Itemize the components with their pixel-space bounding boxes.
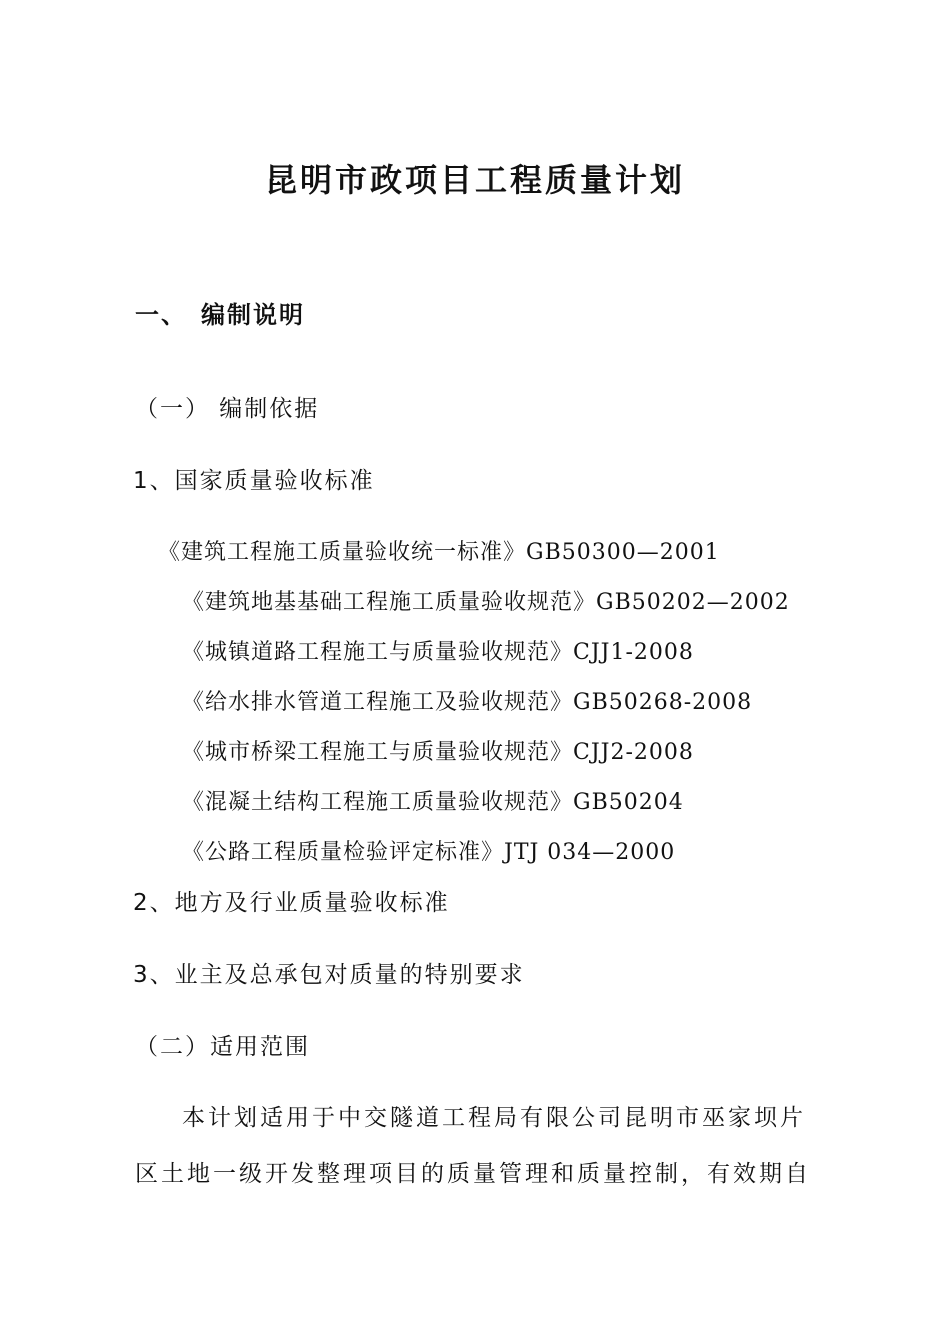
document-title: 昆明市政项目工程质量计划: [264, 161, 685, 199]
list-item-special-requirements: 3、业主及总承包对质量的特别要求: [133, 962, 525, 988]
standard-item: 《给水排水管道工程施工及验收规范》GB50268-2008: [182, 690, 753, 715]
list-item-local-standards: 2、地方及行业质量验收标准: [133, 890, 450, 916]
paragraph-line: 区土地一级开发整理项目的质量管理和质量控制，有效期自: [135, 1161, 811, 1187]
standard-item: 《混凝土结构工程施工质量验收规范》GB50204: [182, 790, 684, 815]
standard-item: 《建筑工程施工质量验收统一标准》GB50300—2001: [158, 540, 720, 565]
subsection-heading-1: （一） 编制依据: [135, 396, 320, 422]
section-title: 编制说明: [201, 301, 305, 329]
paragraph-line: 本计划适用于中交隧道工程局有限公司昆明市巫家坝片: [182, 1105, 806, 1131]
section-heading-1: [135, 295, 305, 330]
list-item-national-standards: 1、国家质量验收标准: [133, 468, 375, 494]
standard-item: 《城市桥梁工程施工与质量验收规范》CJJ2-2008: [182, 740, 694, 765]
standard-item: 《建筑地基基础工程施工质量验收规范》GB50202—2002: [182, 590, 790, 615]
standard-item: 《城镇道路工程施工与质量验收规范》CJJ1-2008: [182, 640, 694, 665]
section-number: 一、: [135, 301, 187, 329]
standard-item: 《公路工程质量检验评定标准》JTJ 034—2000: [182, 840, 676, 865]
subsection-heading-2: （二）适用范围: [135, 1034, 310, 1060]
